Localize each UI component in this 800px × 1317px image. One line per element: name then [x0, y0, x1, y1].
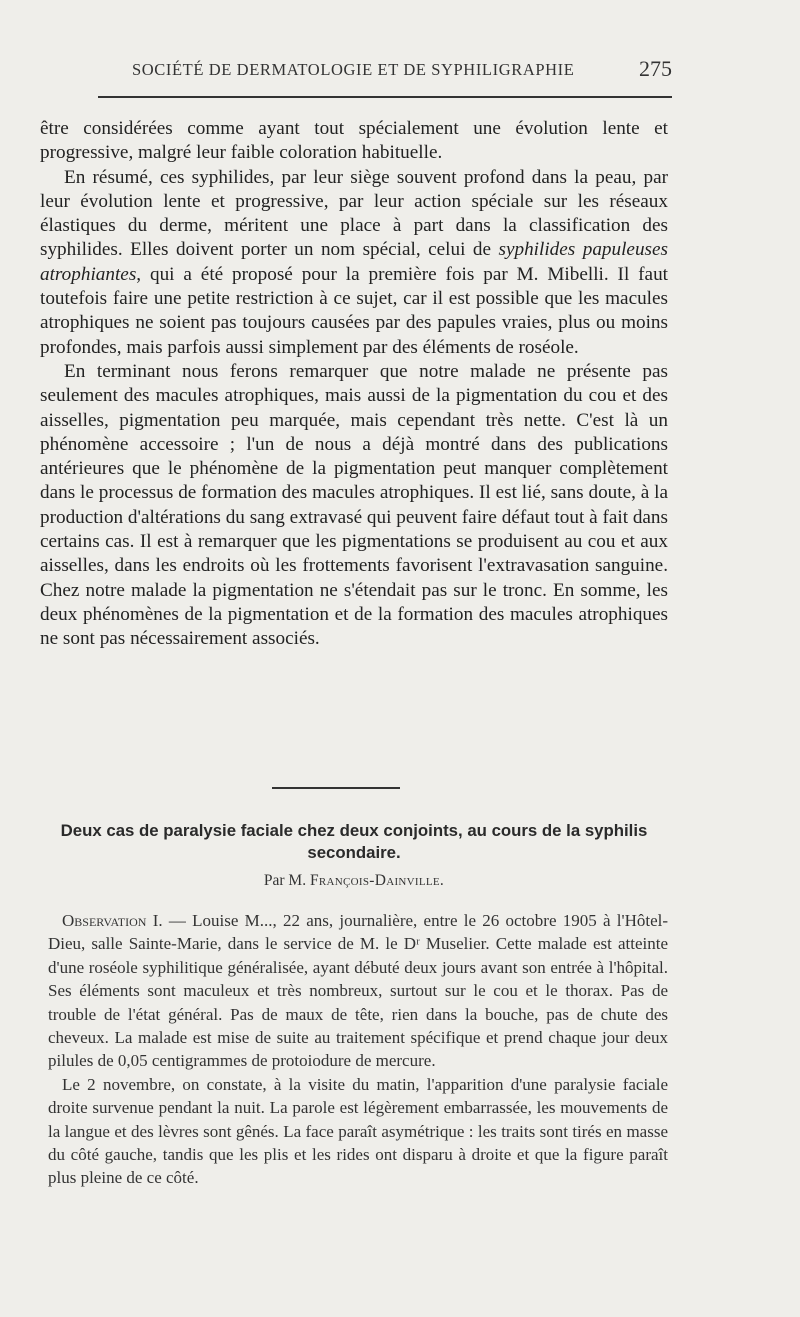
article-author: [40, 872, 668, 890]
author-prefix: Par M.: [263, 872, 310, 889]
observation-text: — Louise M..., 22 ans, journalière, entre le 26 octobre 1905 à l'Hôtel-Dieu, salle Sainte-Marie, dans le service de M. le Dʳ Muselier. Cette malade est atteinte d'une roséole syphilitique généralisée, ayant débuté deux jours avant son entrée à l'hôpital. Ses éléments sont maculeux et très nombreux, surtout sur le cou et le thorax. Pas de trouble de l'état général. Pas de maux de tête, rien dans la bouche, pas de chute des cheveux. La malade est mise de suite au traitement spécifique et prend chaque jour deux pilules de 0,05 centigrammes de protoiodure de mercure.: [48, 911, 668, 1071]
observation-paragraph-2: Le 2 novembre, on constate, à la visite du matin, l'apparition d'une paralysie faciale droite survenue pendant la nuit. La parole est légèrement embarrassée, les mouvements de la langue et des lèvres sont gênés. La face paraît asymétrique : les traits sont tirés en masse du côté gauche, tandis que les plis et les rides ont disparu à droite et que la figure paraît plus pleine de ce côté.: [48, 1074, 668, 1188]
page-header: [40, 56, 672, 96]
paragraph-summary: [40, 166, 668, 360]
main-body-text: [40, 117, 668, 652]
paragraph-conclusion: En terminant nous ferons remarquer que notre malade ne présente pas seulement des macules atrophiques, mais aussi de la pigmentation du cou et des aisselles, pigmentation peu marquée, mais cependant très nette. C'est là un phénomène accessoire ; l'un de nous a déjà montré dans des publications antérieures que le phénomène de la pigmentation peut manquer complètement dans le processus de formation des macules atrophiques. Il est lié, sans doute, à la production d'altérations du sang extravasé qui peuvent faire défaut tout à fait dans certains cas. Il est à remarquer que les pigmentations se produisent au cou et aux aisselles, dans les endroits où les frottements favorisent l'extravasation sanguine. Chez notre malade la pigmentation ne s'étendait pas sur le tronc. En somme, les deux phénomènes de la pigmentation et de la formation des macules atrophiques ne sont pas nécessairement associés.: [40, 360, 668, 650]
article-title: Deux cas de paralysie faciale chez deux conjoints, au cours de la syphilis secondaire.: [60, 821, 648, 862]
summary-text-start: En résumé, ces syphilides, par leur siège souvent profond dans la peau, par leur évolution lente et progressive, par leur action spéciale sur les réseaux élastiques du derme, méritent une place à part dans la classification des syphilides. Elles doivent porter un nom spécial, celui de: [40, 166, 668, 261]
observation-paragraph-1: [48, 909, 668, 1073]
section-divider: [272, 787, 400, 789]
header-rule: [98, 96, 672, 98]
running-head: SOCIÉTÉ DE DERMATOLOGIE ET DE SYPHILIGRAPHIE: [132, 60, 575, 79]
page-number: 275: [639, 56, 672, 81]
observation-section: [48, 909, 668, 1190]
paragraph-continuation: être considérées comme ayant tout spécialement une évolution lente et progressive, malgré leur faible coloration habituelle.: [40, 118, 668, 164]
author-name: François-Dainville.: [309, 872, 445, 889]
italic-term: syphilides papuleuses atrophiantes: [40, 239, 668, 285]
summary-text-end: , qui a été proposé pour la première fois par M. Mibelli. Il faut toutefois faire une petite restriction à ce sujet, car il est possible que les macules atrophiques ne soient pas toujours causées par des papules vraies, plus ou moins profondes, mais parfois aussi simplement par des éléments de roséole.: [40, 263, 668, 358]
observation-label: Observation I.: [62, 911, 163, 930]
